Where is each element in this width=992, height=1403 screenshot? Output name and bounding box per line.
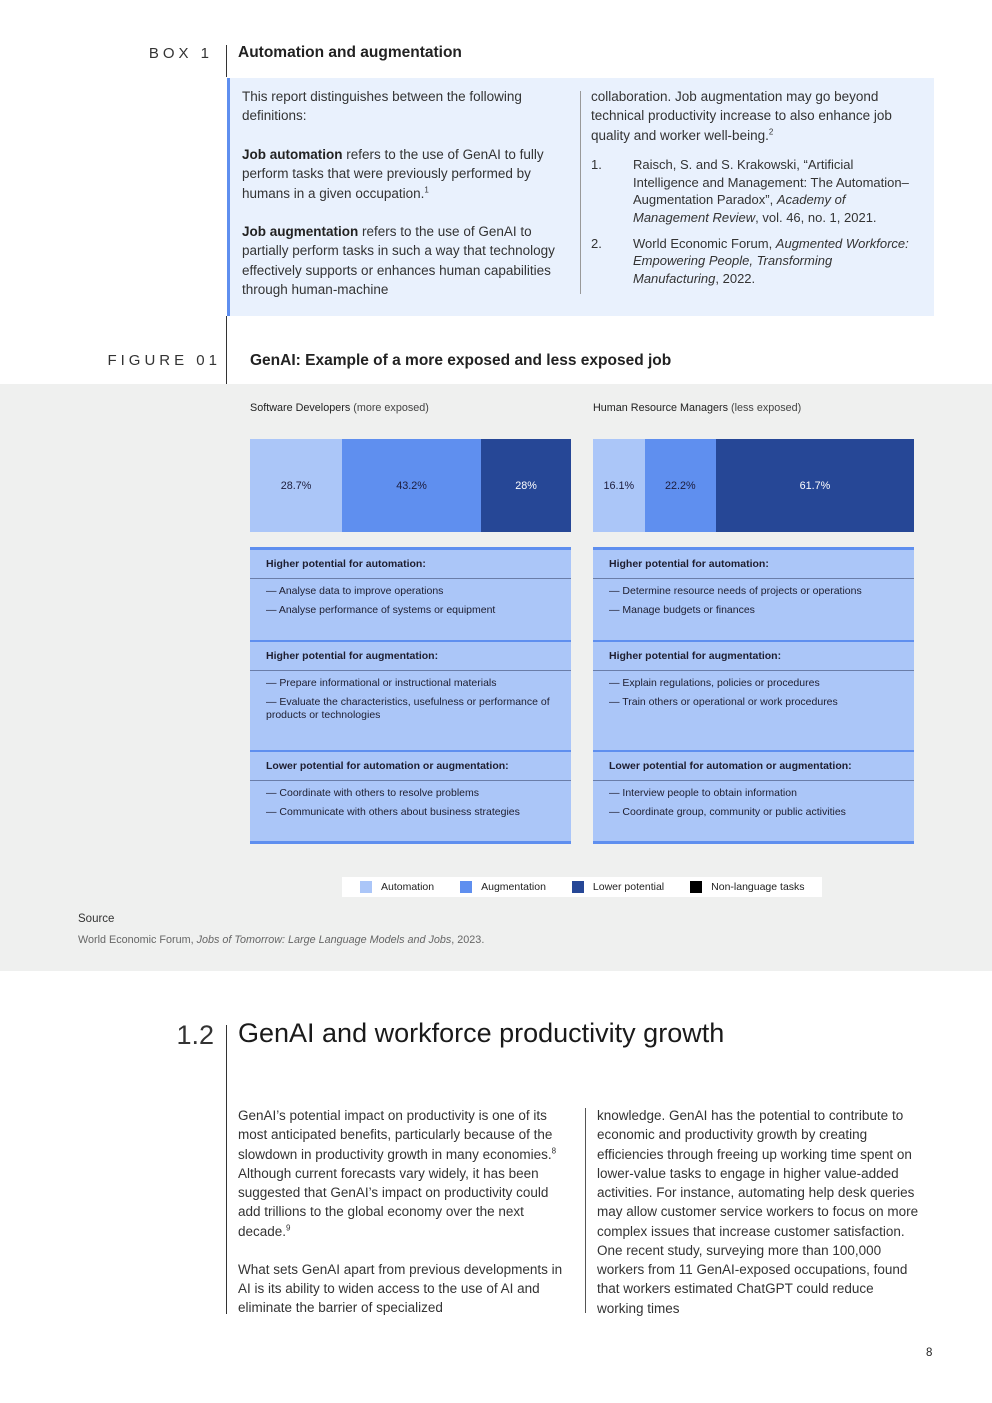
page-number: 8 — [926, 1347, 933, 1359]
stacked-bar-software-developers — [250, 439, 571, 532]
bar-segment-automation: 16.1% — [593, 439, 645, 532]
reference-item: 2. World Economic Forum, Augmented Workforce: Empowering People, Transforming Manufacturing, 2022. — [591, 235, 909, 286]
augmentation-term: Job augmentation — [242, 224, 359, 240]
figure-title: GenAI: Example of a more exposed and less exposed job — [250, 352, 672, 369]
section-items: — Analyse data to improve operations — Analyse performance of systems or equipment — [266, 585, 496, 616]
body-column-divider — [585, 1108, 586, 1313]
bar-segment-augmentation: 43.2% — [342, 439, 481, 532]
augmentation-definition: Job augmentation refers to the use of GenAI to partially perform tasks in such a way that technology effectively supports or enhances human capabilities through human-machine — [242, 224, 555, 298]
section-items: — Determine resource needs of projects or operations — Manage budgets or finances — [609, 585, 862, 616]
legend-item-automation: Automation — [360, 881, 434, 893]
stacked-bar-hr-managers — [593, 439, 914, 532]
section-heading: Lower potential for automation or augmentation: — [250, 752, 571, 781]
section-title: GenAI and workforce productivity growth — [238, 1018, 725, 1048]
paragraph: What sets GenAI apart from previous developments in AI is its ability to widen access to the use of AI and eliminate the barrier of specialized — [238, 1261, 563, 1316]
box-divider — [226, 45, 227, 77]
augmentation-continued: collaboration. Job augmentation may go beyond technical productivity increase to also enhance job quality and worker well-being.$^2$ — [591, 89, 892, 143]
legend-item-lower-potential: Lower potential — [572, 881, 664, 893]
section-number: 1.2 — [176, 1020, 214, 1050]
legend-swatch — [690, 881, 702, 893]
source-citation: World Economic Forum, Jobs of Tomorrow: Large Language Models and Jobs, 2023. — [78, 934, 485, 946]
paragraph: knowledge. GenAI has the potential to contribute to economic and productivity growth by creating efficiencies through freeing up working time spent on lower-value tasks to engage in higher value-added activities. For instance, automating help desk queries may allow customer service workers to focus on more complex issues that increase customer satisfaction. One recent study, surveying more than 100,000 workers from 11 GenAI-exposed occupations, found that workers estimated ChatGPT could reduce working times — [597, 1108, 919, 1316]
legend-item-non-language: Non-language tasks — [690, 881, 804, 893]
legend-swatch — [572, 881, 584, 893]
bar-segment-lower-potential: 61.7% — [716, 439, 914, 532]
chart-legend — [342, 877, 822, 897]
section-items: — Coordinate with others to resolve problems — Communicate with others about business strategies — [266, 787, 520, 818]
reference-list — [591, 156, 921, 287]
task-panel-hr-managers — [593, 547, 914, 844]
legend-swatch — [460, 881, 472, 893]
source-label: Source — [78, 913, 115, 925]
section-items: — Prepare informational or instructional materials — Evaluate the characteristics, usefulness or performance of products or technologies — [266, 677, 550, 721]
job-title-hr-managers: Human Resource Managers (less exposed) — [593, 402, 802, 414]
section-divider — [226, 1025, 227, 1314]
section-heading: Higher potential for automation: — [593, 550, 914, 579]
task-panel-software-developers — [250, 547, 571, 844]
body-right-column — [597, 1106, 921, 1337]
automation-term: Job automation — [242, 146, 343, 162]
box-accent-bar — [227, 78, 230, 316]
box-intro: This report distinguishes between the following definitions: — [242, 89, 522, 124]
bar-segment-lower-potential: 28% — [481, 439, 571, 532]
legend-item-augmentation: Augmentation — [460, 881, 546, 893]
bar-segment-augmentation: 22.2% — [645, 439, 716, 532]
box-label: BOX 1 — [148, 45, 213, 62]
job-title-software-developers: Software Developers (more exposed) — [250, 402, 429, 414]
body-left-column — [238, 1106, 574, 1337]
box-column-divider — [580, 91, 581, 294]
reference-item: 1. Raisch, S. and S. Krakowski, “Artificial Intelligence and Management: The Automation–Augmentation Paradox”, Academy of Management Review, vol. 46, no. 1, 2021. — [591, 157, 909, 225]
section-items: — Interview people to obtain information — Coordinate group, community or public activities — [609, 787, 846, 818]
section-heading: Lower potential for automation or augmentation: — [593, 752, 914, 781]
section-items: — Explain regulations, policies or procedures — Train others or operational or work procedures — [609, 677, 838, 708]
section-heading: Higher potential for augmentation: — [593, 642, 914, 671]
box-left-column — [242, 87, 572, 319]
box-right-column — [591, 87, 921, 295]
automation-definition: Job automation refers to the use of GenAI to fully perform tasks that were previously performed by humans in a given occupation.$^1$ — [242, 146, 544, 201]
legend-swatch — [360, 881, 372, 893]
box-title: Automation and augmentation — [238, 44, 462, 61]
bar-segment-automation: 28.7% — [250, 439, 342, 532]
figure-label: FIGURE 01 — [107, 352, 221, 369]
section-heading: Higher potential for automation: — [250, 550, 571, 579]
section-heading: Higher potential for augmentation: — [250, 642, 571, 671]
figure-divider-top — [226, 316, 227, 384]
paragraph: GenAI’s potential impact on productivity is one of its most anticipated benefits, particularly because of the slowdown in productivity growth in many economies.$^8$ Although current forecasts vary widely, it has been suggested that GenAI’s impact on productivity could add trillions to the global economy over the next decade.$^9$ — [238, 1108, 557, 1239]
